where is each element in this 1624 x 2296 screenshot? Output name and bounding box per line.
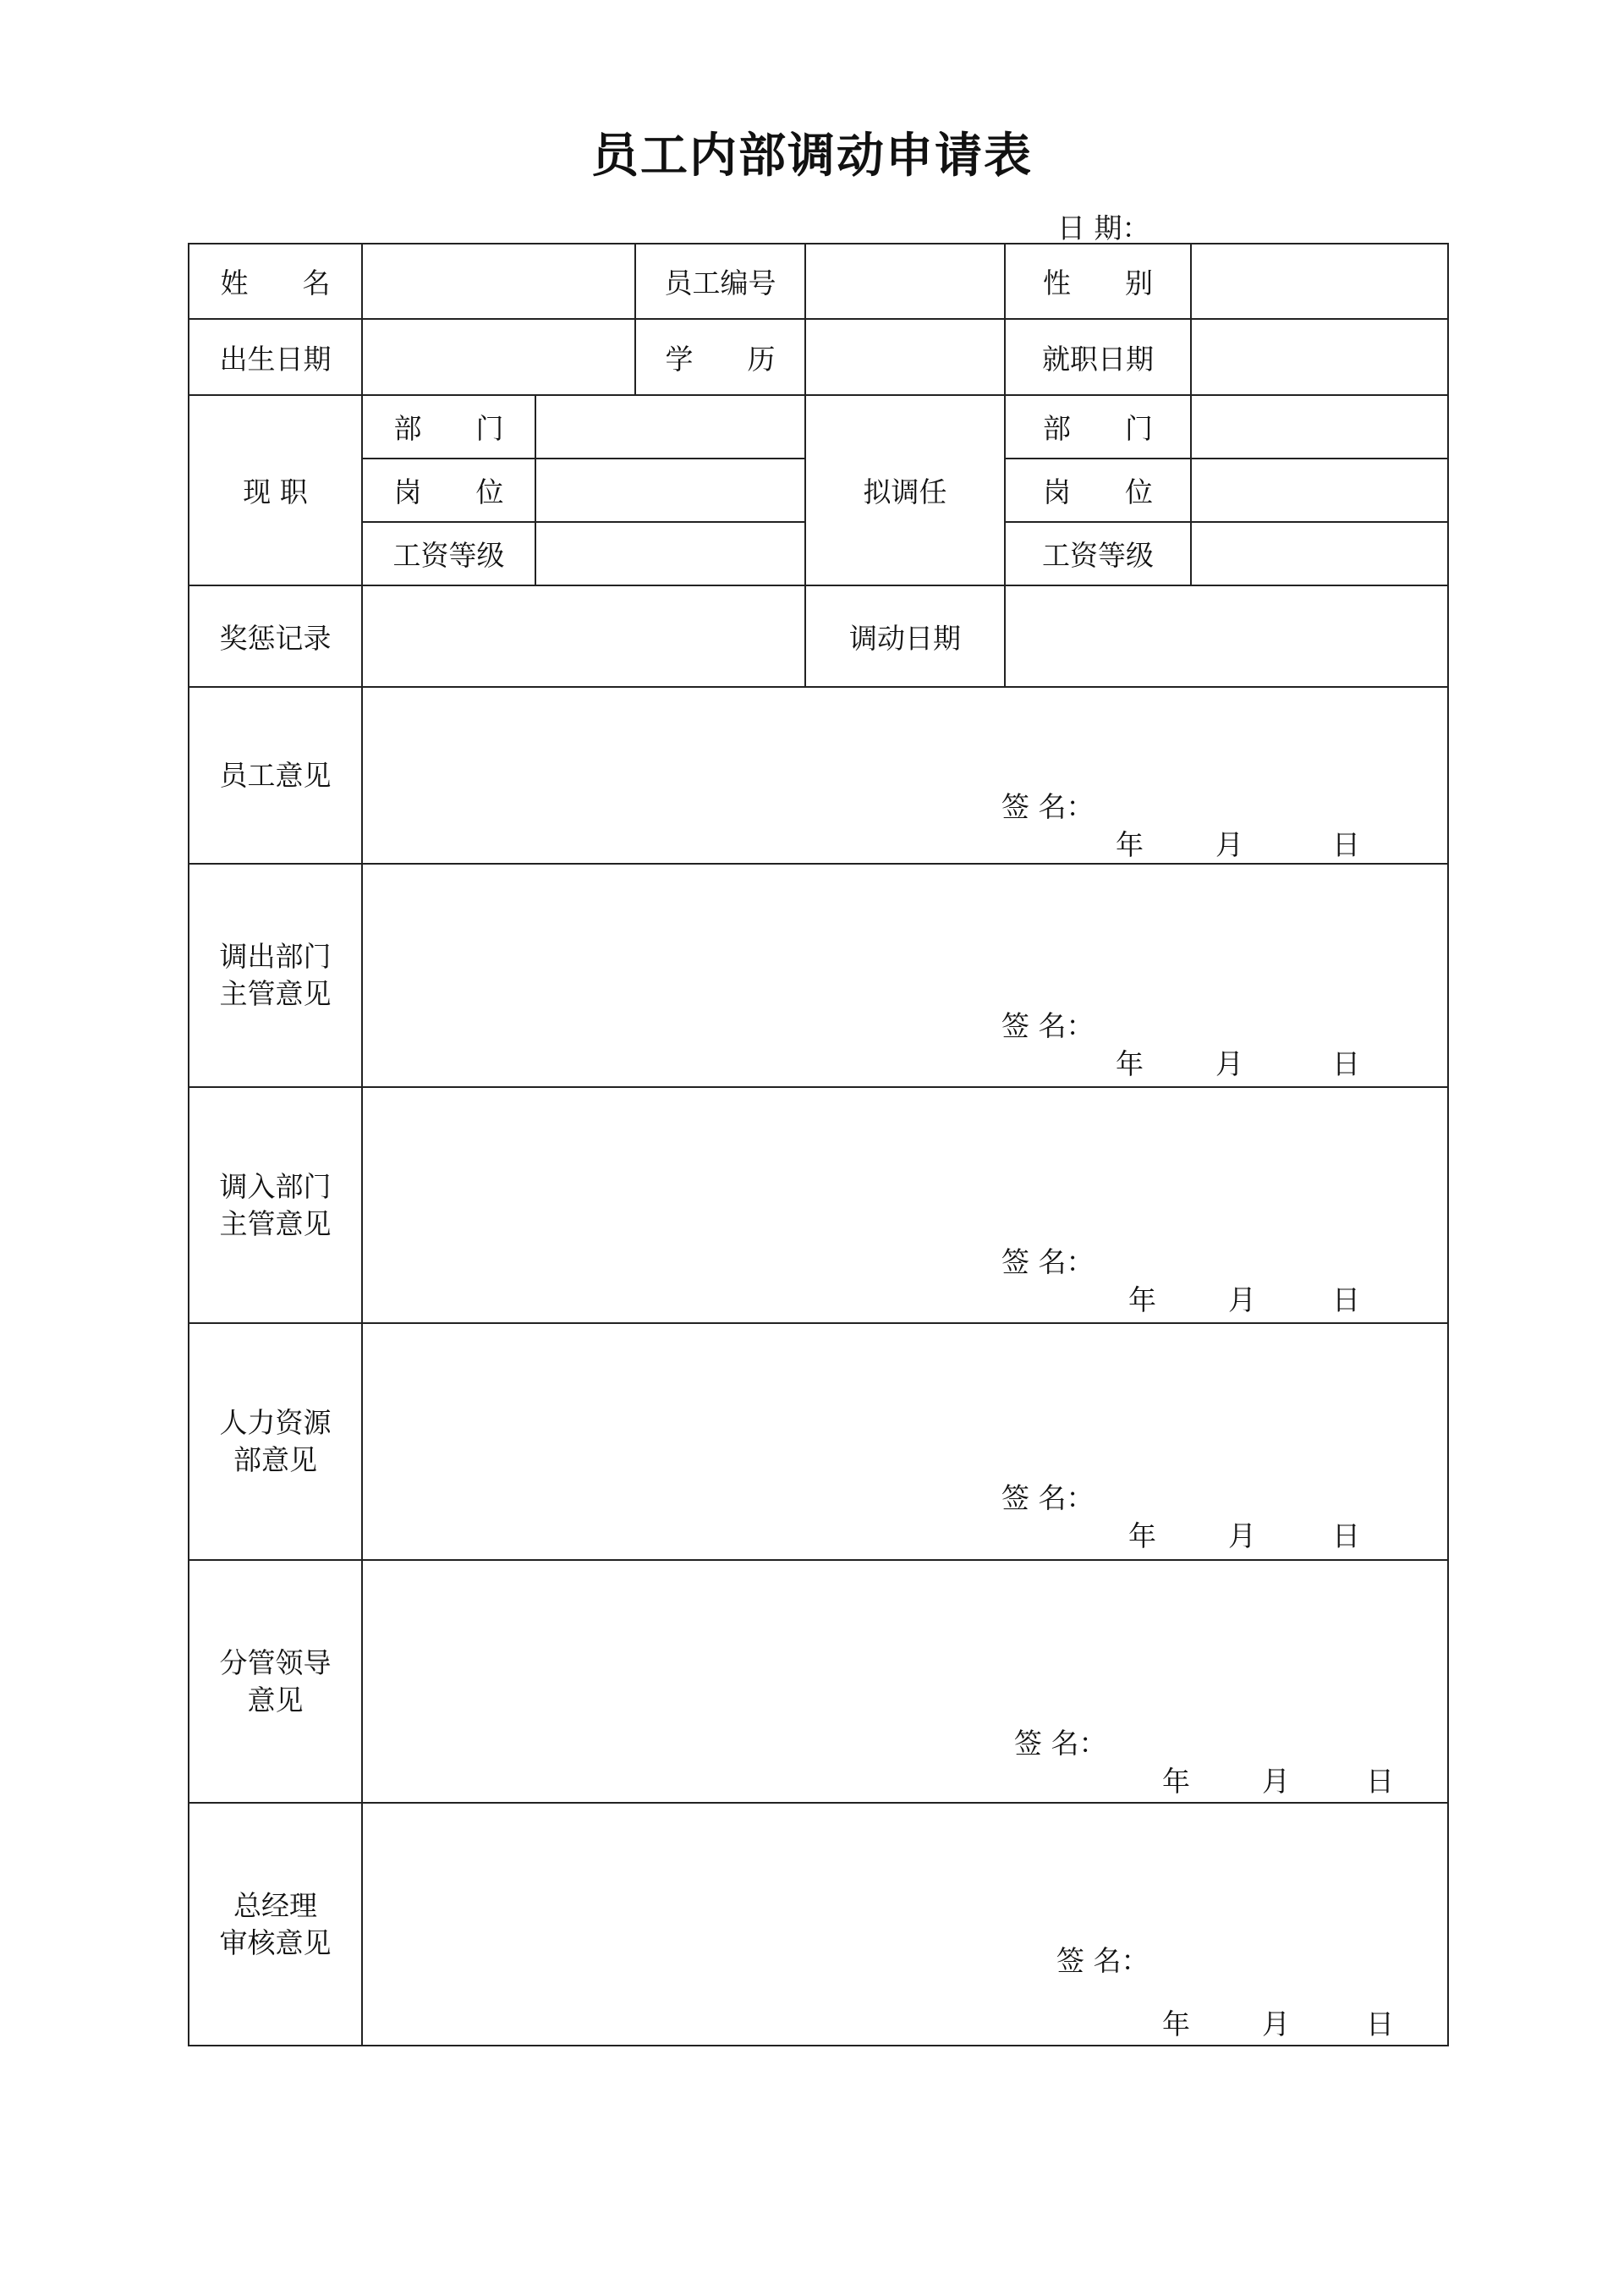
signature-label: 签 名： <box>1014 1727 1107 1760</box>
leader-opinion-field[interactable] <box>362 1560 1448 1803</box>
date-ymd: 年 月 日 <box>1162 2008 1394 2041</box>
current-salary-grade-label: 工资等级 <box>362 522 535 585</box>
hire-date-label: 就职日期 <box>1005 319 1191 395</box>
signature-label: 签 名： <box>1001 1481 1095 1514</box>
opinion-label: 总经理 审核意见 <box>189 1803 362 2046</box>
form-title: 员工内部调动申请表 <box>591 128 1033 184</box>
date-label: 日 期： <box>1057 211 1150 244</box>
current-department-field[interactable] <box>535 395 805 459</box>
current-post-label: 现 职 <box>189 395 362 585</box>
date-ymd: 年 月 日 <box>1116 828 1360 861</box>
hire-date-field[interactable] <box>1191 319 1448 395</box>
birth-date-label: 出生日期 <box>189 319 362 395</box>
gender-field[interactable] <box>1191 244 1448 319</box>
opinion-label: 调出部门 主管意见 <box>189 864 362 1087</box>
proposed-department-label: 部门 <box>1005 395 1191 459</box>
name-field[interactable] <box>362 244 635 319</box>
employee-no-field[interactable] <box>805 244 1005 319</box>
opinion-label: 员工意见 <box>189 687 362 864</box>
gm-opinion-field[interactable] <box>362 1803 1448 2046</box>
current-position-label: 岗位 <box>362 459 535 522</box>
employee-no-label: 员工编号 <box>635 244 805 319</box>
hr-opinion-field[interactable] <box>362 1323 1448 1560</box>
transfer-date-label: 调动日期 <box>805 585 1005 687</box>
date-ymd: 年 月 日 <box>1116 1047 1360 1080</box>
date-ymd: 年 月 日 <box>1162 1765 1394 1798</box>
current-position-field[interactable] <box>535 459 805 522</box>
proposed-salary-grade-field[interactable] <box>1191 522 1448 585</box>
signature-label: 签 名： <box>1001 1245 1095 1278</box>
opinion-label: 分管领导 意见 <box>189 1560 362 1803</box>
proposed-position-field[interactable] <box>1191 459 1448 522</box>
date-ymd: 年 月 日 <box>1128 1519 1360 1552</box>
current-salary-grade-field[interactable] <box>535 522 805 585</box>
signature-label: 签 名： <box>1001 790 1095 823</box>
education-field[interactable] <box>805 319 1005 395</box>
proposed-salary-grade-label: 工资等级 <box>1005 522 1191 585</box>
transfer-date-field[interactable] <box>1005 585 1448 687</box>
education-label: 学历 <box>635 319 805 395</box>
opinion-label: 人力资源 部意见 <box>189 1323 362 1560</box>
current-department-label: 部门 <box>362 395 535 459</box>
name-label: 姓名 <box>189 244 362 319</box>
proposed-position-label: 岗位 <box>1005 459 1191 522</box>
signature-label: 签 名： <box>1001 1009 1095 1042</box>
rewards-record-label: 奖惩记录 <box>189 585 362 687</box>
proposed-post-label: 拟调任 <box>805 395 1005 585</box>
in-department-opinion-field[interactable] <box>362 1087 1448 1323</box>
signature-label: 签 名： <box>1056 1944 1149 1977</box>
proposed-department-field[interactable] <box>1191 395 1448 459</box>
date-ymd: 年 月 日 <box>1128 1283 1360 1316</box>
employee-opinion-field[interactable] <box>362 687 1448 864</box>
birth-date-field[interactable] <box>362 319 635 395</box>
out-department-opinion-field[interactable] <box>362 864 1448 1087</box>
gender-label: 性别 <box>1005 244 1191 319</box>
rewards-record-field[interactable] <box>362 585 805 687</box>
opinion-label: 调入部门 主管意见 <box>189 1087 362 1323</box>
transfer-form-table <box>188 243 1449 2046</box>
